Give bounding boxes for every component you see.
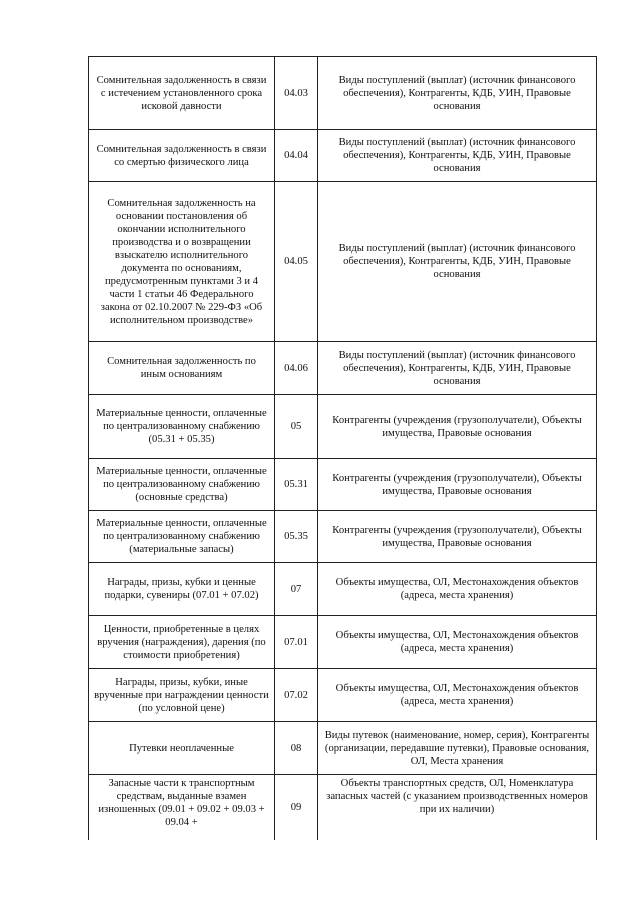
- account-name-cell: Награды, призы, кубки и ценные подарки, сувениры (07.01 + 07.02): [89, 563, 275, 616]
- analytics-cell: Объекты транспортных средств, ОЛ, Номенклатура запасных частей (с указанием производственных номеров при их наличии): [318, 775, 597, 840]
- table-row: [89, 395, 597, 459]
- table-row: [89, 511, 597, 563]
- table-row: [89, 669, 597, 722]
- analytics-cell: Контрагенты (учреждения (грузополучатели), Объекты имущества, Правовые основания: [318, 395, 597, 459]
- table-row: [89, 459, 597, 511]
- table-row: [89, 130, 597, 182]
- table-row: [89, 182, 597, 342]
- account-code-cell: 04.05: [275, 182, 318, 342]
- off-balance-accounts-table: [88, 56, 597, 840]
- analytics-cell: Контрагенты (учреждения (грузополучатели), Объекты имущества, Правовые основания: [318, 511, 597, 563]
- account-name-cell: Ценности, приобретенные в целях вручения (награждения), дарения (по стоимости приобретения): [89, 616, 275, 669]
- account-name-cell: Путевки неоплаченные: [89, 722, 275, 775]
- account-name-cell: Материальные ценности, оплаченные по централизованному снабжению (основные средства): [89, 459, 275, 511]
- account-code-cell: 05.31: [275, 459, 318, 511]
- account-code-cell: 09: [275, 775, 318, 840]
- account-name-cell: Награды, призы, кубки, иные врученные при награждении ценности (по условной цене): [89, 669, 275, 722]
- account-name-cell: Сомнительная задолженность в связи с истечением установленного срока исковой давности: [89, 57, 275, 130]
- account-name-cell: Запасные части к транспортным средствам, выданные взамен изношенных (09.01 + 09.02 + 09.03 + 09.04 +: [89, 775, 275, 840]
- account-code-cell: 07.02: [275, 669, 318, 722]
- account-code-cell: 05: [275, 395, 318, 459]
- table-row: [89, 775, 597, 840]
- analytics-cell: Виды поступлений (выплат) (источник финансового обеспечения), Контрагенты, КДБ, УИН, Правовые основания: [318, 130, 597, 182]
- account-code-cell: 04.04: [275, 130, 318, 182]
- account-name-cell: Сомнительная задолженность на основании постановления об окончании исполнительного производства и о возвращении взыскателю исполнительного документа по основаниям, предусмотренным пунктами 3 и 4 части 1 статьи 46 Федерального закона от 02.10.2007 № 229-ФЗ «Об исполнительном производстве»: [89, 182, 275, 342]
- analytics-cell: Объекты имущества, ОЛ, Местонахождения объектов (адреса, места хранения): [318, 616, 597, 669]
- account-code-cell: 04.06: [275, 342, 318, 395]
- analytics-cell: Объекты имущества, ОЛ, Местонахождения объектов (адреса, места хранения): [318, 669, 597, 722]
- account-name-cell: Материальные ценности, оплаченные по централизованному снабжению (материальные запасы): [89, 511, 275, 563]
- table-row: [89, 616, 597, 669]
- account-name-cell: Материальные ценности, оплаченные по централизованному снабжению (05.31 + 05.35): [89, 395, 275, 459]
- table-row: [89, 57, 597, 130]
- table-row: [89, 722, 597, 775]
- analytics-cell: Виды поступлений (выплат) (источник финансового обеспечения), Контрагенты, КДБ, УИН, Правовые основания: [318, 342, 597, 395]
- account-name-cell: Сомнительная задолженность по иным основаниям: [89, 342, 275, 395]
- analytics-cell: Виды путевок (наименование, номер, серия), Контрагенты (организации, передавшие путевки), Правовые основания, ОЛ, Места хранения: [318, 722, 597, 775]
- account-code-cell: 04.03: [275, 57, 318, 130]
- analytics-cell: Объекты имущества, ОЛ, Местонахождения объектов (адреса, места хранения): [318, 563, 597, 616]
- account-code-cell: 05.35: [275, 511, 318, 563]
- analytics-cell: Виды поступлений (выплат) (источник финансового обеспечения), Контрагенты, КДБ, УИН, Правовые основания: [318, 182, 597, 342]
- table-row: [89, 563, 597, 616]
- account-code-cell: 07.01: [275, 616, 318, 669]
- analytics-cell: Виды поступлений (выплат) (источник финансового обеспечения), Контрагенты, КДБ, УИН, Правовые основания: [318, 57, 597, 130]
- analytics-cell: Контрагенты (учреждения (грузополучатели), Объекты имущества, Правовые основания: [318, 459, 597, 511]
- table-row: [89, 342, 597, 395]
- account-code-cell: 07: [275, 563, 318, 616]
- account-name-cell: Сомнительная задолженность в связи со смертью физического лица: [89, 130, 275, 182]
- account-code-cell: 08: [275, 722, 318, 775]
